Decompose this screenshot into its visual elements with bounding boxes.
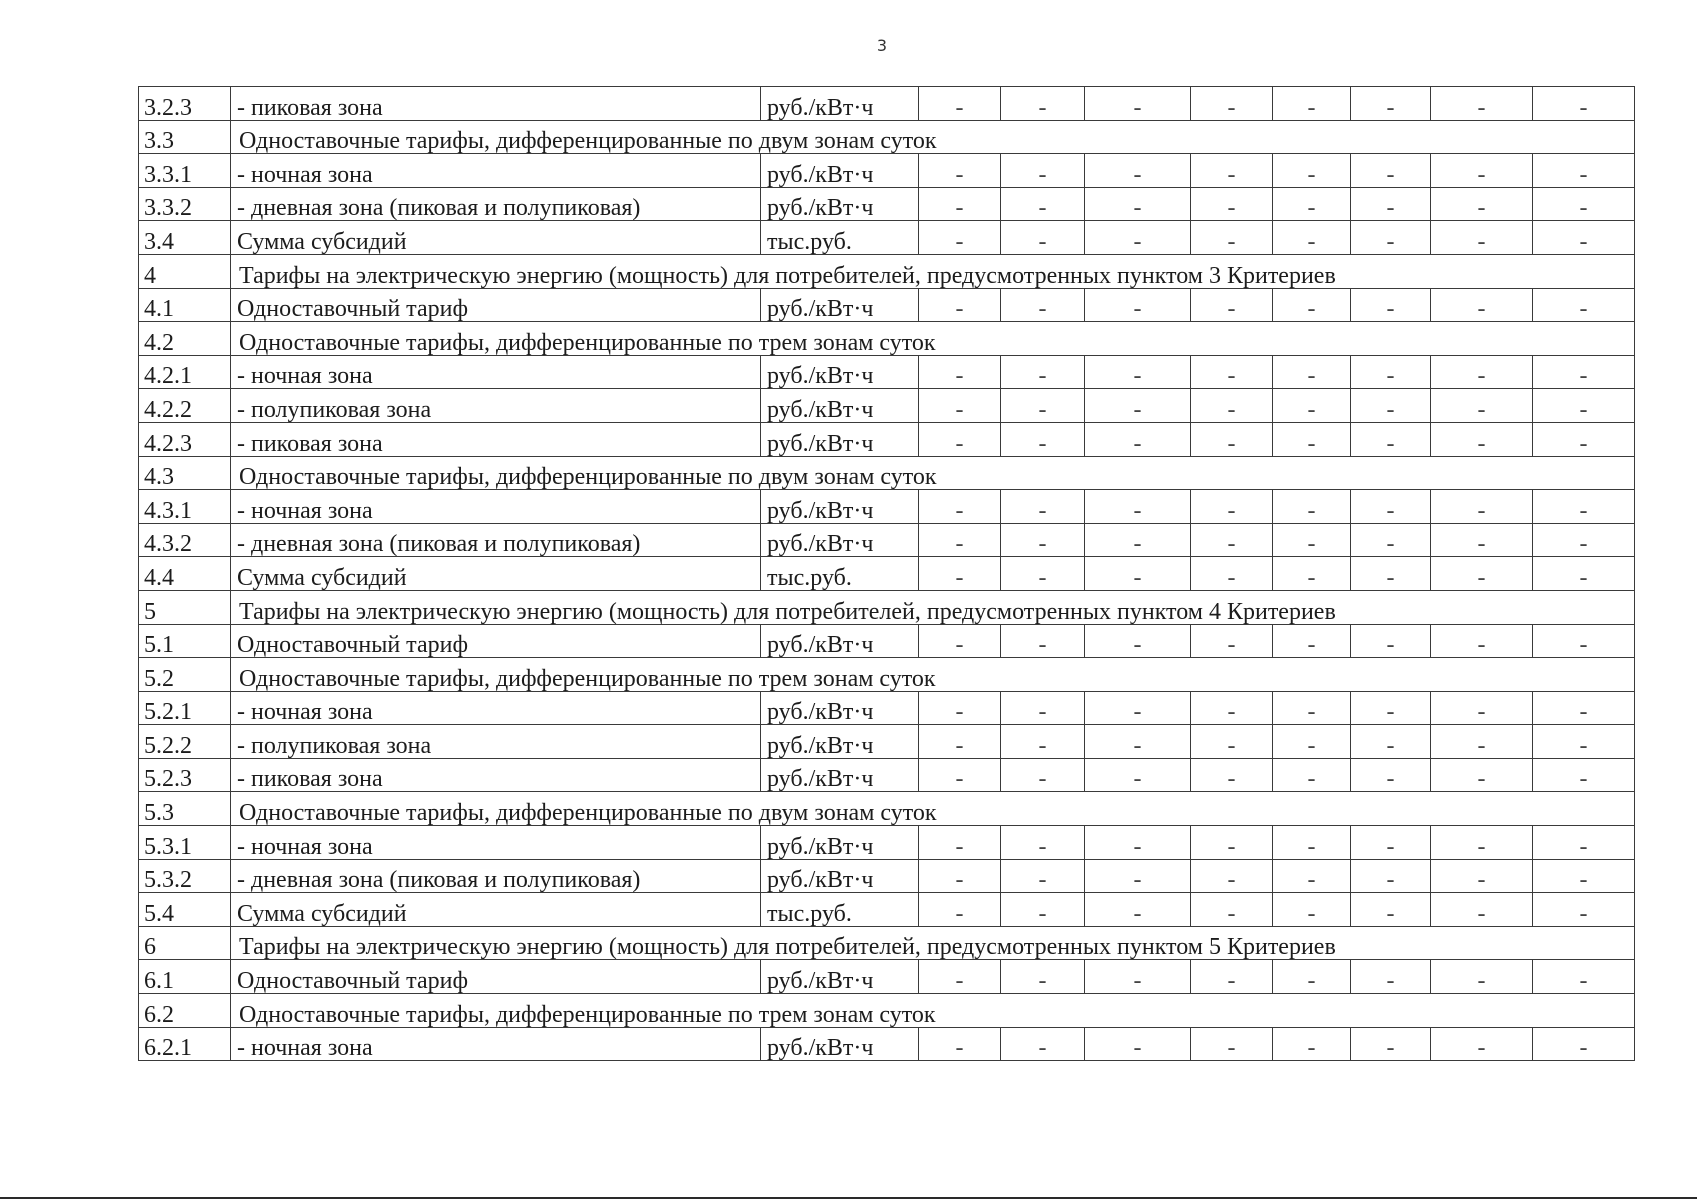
row-unit: руб./кВт·ч: [761, 187, 919, 221]
section-title: Одноставочные тарифы, дифференцированные по двум зонам суток: [231, 792, 1635, 826]
value-cell: -: [1533, 624, 1635, 658]
row-code: 6.2: [139, 994, 231, 1028]
value-cell: -: [1533, 288, 1635, 322]
value-cell: -: [1001, 221, 1085, 255]
value-cell: -: [1001, 893, 1085, 927]
row-code: 6: [139, 926, 231, 960]
row-name: - ночная зона: [231, 826, 761, 860]
row-code: 5.2: [139, 658, 231, 692]
value-cell: -: [1085, 691, 1191, 725]
section-row: [139, 926, 1635, 960]
section-title: Одноставочные тарифы, дифференцированные по трем зонам суток: [231, 994, 1635, 1028]
value-cell: -: [1273, 624, 1351, 658]
table-row: [139, 557, 1635, 591]
row-code: 4.1: [139, 288, 231, 322]
value-cell: -: [1191, 422, 1273, 456]
section-title: Одноставочные тарифы, дифференцированные по двум зонам суток: [231, 456, 1635, 490]
value-cell: -: [1001, 758, 1085, 792]
value-cell: -: [919, 154, 1001, 188]
row-name: - дневная зона (пиковая и полупиковая): [231, 523, 761, 557]
section-title: Одноставочные тарифы, дифференцированные по трем зонам суток: [231, 322, 1635, 356]
table-body: [139, 87, 1635, 1061]
value-cell: -: [1085, 1027, 1191, 1061]
row-name: Сумма субсидий: [231, 221, 761, 255]
value-cell: -: [1191, 826, 1273, 860]
row-code: 4.2.3: [139, 422, 231, 456]
value-cell: -: [1001, 490, 1085, 524]
value-cell: -: [1533, 87, 1635, 121]
value-cell: -: [1191, 859, 1273, 893]
value-cell: -: [1273, 725, 1351, 759]
table-row: [139, 87, 1635, 121]
section-title: Одноставочные тарифы, дифференцированные по трем зонам суток: [231, 658, 1635, 692]
value-cell: -: [1273, 221, 1351, 255]
value-cell: -: [1001, 725, 1085, 759]
value-cell: -: [1001, 87, 1085, 121]
value-cell: -: [1431, 221, 1533, 255]
value-cell: -: [919, 725, 1001, 759]
value-cell: -: [919, 422, 1001, 456]
value-cell: -: [1273, 859, 1351, 893]
table-row: [139, 523, 1635, 557]
value-cell: -: [1273, 826, 1351, 860]
row-unit: тыс.руб.: [761, 221, 919, 255]
value-cell: -: [1431, 154, 1533, 188]
value-cell: -: [1533, 557, 1635, 591]
value-cell: -: [1085, 624, 1191, 658]
value-cell: -: [1085, 758, 1191, 792]
value-cell: -: [1191, 893, 1273, 927]
row-unit: руб./кВт·ч: [761, 624, 919, 658]
value-cell: -: [1533, 154, 1635, 188]
section-row: [139, 994, 1635, 1028]
row-name: Сумма субсидий: [231, 893, 761, 927]
row-unit: руб./кВт·ч: [761, 758, 919, 792]
value-cell: -: [1001, 187, 1085, 221]
row-code: 4.4: [139, 557, 231, 591]
table-row: [139, 859, 1635, 893]
row-unit: тыс.руб.: [761, 557, 919, 591]
value-cell: -: [1001, 624, 1085, 658]
row-code: 3.2.3: [139, 87, 231, 121]
section-row: [139, 322, 1635, 356]
value-cell: -: [1085, 960, 1191, 994]
section-title: Тарифы на электрическую энергию (мощность) для потребителей, предусмотренных пунктом 3 Критериев: [231, 254, 1635, 288]
value-cell: -: [1001, 557, 1085, 591]
value-cell: -: [1085, 859, 1191, 893]
value-cell: -: [1001, 389, 1085, 423]
section-title: Одноставочные тарифы, дифференцированные по двум зонам суток: [231, 120, 1635, 154]
value-cell: -: [1001, 691, 1085, 725]
row-code: 5.2.3: [139, 758, 231, 792]
value-cell: -: [1431, 288, 1533, 322]
value-cell: -: [1191, 389, 1273, 423]
value-cell: -: [1351, 691, 1431, 725]
value-cell: -: [1085, 490, 1191, 524]
value-cell: -: [1351, 893, 1431, 927]
value-cell: -: [1431, 389, 1533, 423]
value-cell: -: [1351, 624, 1431, 658]
value-cell: -: [1351, 154, 1431, 188]
value-cell: -: [919, 490, 1001, 524]
tariff-table: [138, 86, 1635, 1061]
value-cell: -: [1273, 87, 1351, 121]
value-cell: -: [919, 355, 1001, 389]
value-cell: -: [1431, 691, 1533, 725]
value-cell: -: [1351, 826, 1431, 860]
table-row: [139, 288, 1635, 322]
row-unit: руб./кВт·ч: [761, 859, 919, 893]
value-cell: -: [1431, 87, 1533, 121]
table-row: [139, 154, 1635, 188]
value-cell: -: [1431, 826, 1533, 860]
row-unit: руб./кВт·ч: [761, 288, 919, 322]
value-cell: -: [1085, 893, 1191, 927]
value-cell: -: [1191, 490, 1273, 524]
value-cell: -: [1085, 288, 1191, 322]
value-cell: -: [919, 221, 1001, 255]
table-row: [139, 691, 1635, 725]
value-cell: -: [1351, 422, 1431, 456]
value-cell: -: [1351, 1027, 1431, 1061]
row-unit: руб./кВт·ч: [761, 422, 919, 456]
value-cell: -: [1273, 288, 1351, 322]
value-cell: -: [1191, 691, 1273, 725]
value-cell: -: [1273, 154, 1351, 188]
value-cell: -: [919, 389, 1001, 423]
value-cell: -: [1533, 490, 1635, 524]
value-cell: -: [919, 893, 1001, 927]
value-cell: -: [1533, 523, 1635, 557]
value-cell: -: [1273, 691, 1351, 725]
value-cell: -: [1351, 557, 1431, 591]
row-name: - ночная зона: [231, 355, 761, 389]
value-cell: -: [1431, 557, 1533, 591]
row-unit: руб./кВт·ч: [761, 523, 919, 557]
row-unit: руб./кВт·ч: [761, 725, 919, 759]
value-cell: -: [1351, 389, 1431, 423]
value-cell: -: [1273, 960, 1351, 994]
value-cell: -: [1431, 355, 1533, 389]
value-cell: -: [1001, 859, 1085, 893]
value-cell: -: [1001, 288, 1085, 322]
value-cell: -: [1191, 87, 1273, 121]
value-cell: -: [1085, 87, 1191, 121]
value-cell: -: [1191, 154, 1273, 188]
value-cell: -: [1085, 725, 1191, 759]
row-name: - дневная зона (пиковая и полупиковая): [231, 187, 761, 221]
value-cell: -: [919, 691, 1001, 725]
value-cell: -: [1431, 725, 1533, 759]
value-cell: -: [1001, 1027, 1085, 1061]
value-cell: -: [1273, 557, 1351, 591]
value-cell: -: [919, 557, 1001, 591]
table-row: [139, 422, 1635, 456]
section-row: [139, 792, 1635, 826]
row-unit: тыс.руб.: [761, 893, 919, 927]
page-bottom-rule: [0, 1197, 1697, 1199]
value-cell: -: [1351, 960, 1431, 994]
row-code: 5.1: [139, 624, 231, 658]
value-cell: -: [1431, 187, 1533, 221]
value-cell: -: [1273, 893, 1351, 927]
table-row: [139, 490, 1635, 524]
value-cell: -: [1351, 187, 1431, 221]
row-unit: руб./кВт·ч: [761, 355, 919, 389]
value-cell: -: [1533, 1027, 1635, 1061]
value-cell: -: [919, 288, 1001, 322]
section-row: [139, 590, 1635, 624]
value-cell: -: [1431, 893, 1533, 927]
value-cell: -: [1533, 691, 1635, 725]
row-name: Одноставочный тариф: [231, 960, 761, 994]
value-cell: -: [1351, 859, 1431, 893]
value-cell: -: [1533, 960, 1635, 994]
value-cell: -: [1273, 422, 1351, 456]
value-cell: -: [1351, 523, 1431, 557]
value-cell: -: [1273, 1027, 1351, 1061]
value-cell: -: [919, 1027, 1001, 1061]
value-cell: -: [919, 960, 1001, 994]
value-cell: -: [1085, 422, 1191, 456]
row-unit: руб./кВт·ч: [761, 87, 919, 121]
row-unit: руб./кВт·ч: [761, 154, 919, 188]
value-cell: -: [1191, 288, 1273, 322]
row-name: - пиковая зона: [231, 758, 761, 792]
value-cell: -: [1273, 490, 1351, 524]
value-cell: -: [1001, 826, 1085, 860]
table-row: [139, 187, 1635, 221]
row-code: 5.4: [139, 893, 231, 927]
value-cell: -: [1351, 221, 1431, 255]
value-cell: -: [1191, 355, 1273, 389]
row-code: 4.3.2: [139, 523, 231, 557]
row-name: Одноставочный тариф: [231, 624, 761, 658]
value-cell: -: [1273, 389, 1351, 423]
value-cell: -: [1085, 557, 1191, 591]
row-code: 4.2: [139, 322, 231, 356]
value-cell: -: [1431, 490, 1533, 524]
row-code: 5.3.1: [139, 826, 231, 860]
row-unit: руб./кВт·ч: [761, 691, 919, 725]
value-cell: -: [1191, 624, 1273, 658]
table-row: [139, 893, 1635, 927]
value-cell: -: [1001, 422, 1085, 456]
value-cell: -: [1001, 523, 1085, 557]
row-code: 4.3: [139, 456, 231, 490]
value-cell: -: [1273, 523, 1351, 557]
table-row: [139, 355, 1635, 389]
table-row: [139, 1027, 1635, 1061]
value-cell: -: [1001, 960, 1085, 994]
row-name: Сумма субсидий: [231, 557, 761, 591]
value-cell: -: [1085, 154, 1191, 188]
section-title: Тарифы на электрическую энергию (мощность) для потребителей, предусмотренных пунктом 5 Критериев: [231, 926, 1635, 960]
row-name: - полупиковая зона: [231, 389, 761, 423]
value-cell: -: [1351, 355, 1431, 389]
value-cell: -: [1351, 288, 1431, 322]
value-cell: -: [1273, 187, 1351, 221]
table-row: [139, 960, 1635, 994]
section-row: [139, 120, 1635, 154]
section-row: [139, 456, 1635, 490]
row-code: 3.3: [139, 120, 231, 154]
value-cell: -: [1191, 725, 1273, 759]
value-cell: -: [1533, 859, 1635, 893]
row-code: 5.2.2: [139, 725, 231, 759]
row-unit: руб./кВт·ч: [761, 826, 919, 860]
value-cell: -: [919, 859, 1001, 893]
value-cell: -: [1431, 422, 1533, 456]
row-name: - дневная зона (пиковая и полупиковая): [231, 859, 761, 893]
value-cell: -: [919, 87, 1001, 121]
row-code: 5.3.2: [139, 859, 231, 893]
value-cell: -: [1431, 960, 1533, 994]
row-name: - полупиковая зона: [231, 725, 761, 759]
value-cell: -: [1191, 758, 1273, 792]
page-number: 3: [876, 36, 888, 55]
value-cell: -: [1191, 221, 1273, 255]
row-name: - ночная зона: [231, 154, 761, 188]
value-cell: -: [1273, 758, 1351, 792]
row-name: - ночная зона: [231, 691, 761, 725]
value-cell: -: [1533, 221, 1635, 255]
table-row: [139, 826, 1635, 860]
row-unit: руб./кВт·ч: [761, 490, 919, 524]
row-code: 4: [139, 254, 231, 288]
row-code: 4.3.1: [139, 490, 231, 524]
value-cell: -: [919, 758, 1001, 792]
value-cell: -: [1431, 859, 1533, 893]
value-cell: -: [1191, 187, 1273, 221]
value-cell: -: [1533, 389, 1635, 423]
row-unit: руб./кВт·ч: [761, 389, 919, 423]
row-code: 5.3: [139, 792, 231, 826]
value-cell: -: [1085, 355, 1191, 389]
value-cell: -: [919, 826, 1001, 860]
value-cell: -: [1431, 624, 1533, 658]
row-unit: руб./кВт·ч: [761, 1027, 919, 1061]
section-row: [139, 658, 1635, 692]
row-name: - ночная зона: [231, 1027, 761, 1061]
row-code: 3.3.1: [139, 154, 231, 188]
row-code: 6.2.1: [139, 1027, 231, 1061]
table-row: [139, 221, 1635, 255]
row-code: 5.2.1: [139, 691, 231, 725]
value-cell: -: [1431, 758, 1533, 792]
row-name: - пиковая зона: [231, 422, 761, 456]
section-row: [139, 254, 1635, 288]
section-title: Тарифы на электрическую энергию (мощность) для потребителей, предусмотренных пунктом 4 Критериев: [231, 590, 1635, 624]
row-unit: руб./кВт·ч: [761, 960, 919, 994]
value-cell: -: [1273, 355, 1351, 389]
value-cell: -: [1085, 187, 1191, 221]
value-cell: -: [1191, 557, 1273, 591]
row-code: 3.3.2: [139, 187, 231, 221]
value-cell: -: [1191, 1027, 1273, 1061]
row-code: 6.1: [139, 960, 231, 994]
value-cell: -: [1533, 826, 1635, 860]
value-cell: -: [1533, 725, 1635, 759]
row-name: - пиковая зона: [231, 87, 761, 121]
value-cell: -: [1191, 523, 1273, 557]
value-cell: -: [1351, 87, 1431, 121]
value-cell: -: [1351, 725, 1431, 759]
row-code: 4.2.2: [139, 389, 231, 423]
table-row: [139, 725, 1635, 759]
value-cell: -: [1351, 490, 1431, 524]
table-row: [139, 758, 1635, 792]
value-cell: -: [1085, 826, 1191, 860]
row-name: Одноставочный тариф: [231, 288, 761, 322]
value-cell: -: [1085, 523, 1191, 557]
value-cell: -: [1351, 758, 1431, 792]
value-cell: -: [1533, 187, 1635, 221]
value-cell: -: [1085, 221, 1191, 255]
row-name: - ночная зона: [231, 490, 761, 524]
table-row: [139, 389, 1635, 423]
value-cell: -: [1001, 355, 1085, 389]
value-cell: -: [1431, 1027, 1533, 1061]
row-code: 5: [139, 590, 231, 624]
row-code: 3.4: [139, 221, 231, 255]
row-code: 4.2.1: [139, 355, 231, 389]
value-cell: -: [919, 523, 1001, 557]
value-cell: -: [1533, 355, 1635, 389]
value-cell: -: [1533, 758, 1635, 792]
value-cell: -: [1191, 960, 1273, 994]
value-cell: -: [1533, 422, 1635, 456]
value-cell: -: [919, 187, 1001, 221]
value-cell: -: [919, 624, 1001, 658]
value-cell: -: [1533, 893, 1635, 927]
value-cell: -: [1001, 154, 1085, 188]
value-cell: -: [1431, 523, 1533, 557]
value-cell: -: [1085, 389, 1191, 423]
table-row: [139, 624, 1635, 658]
